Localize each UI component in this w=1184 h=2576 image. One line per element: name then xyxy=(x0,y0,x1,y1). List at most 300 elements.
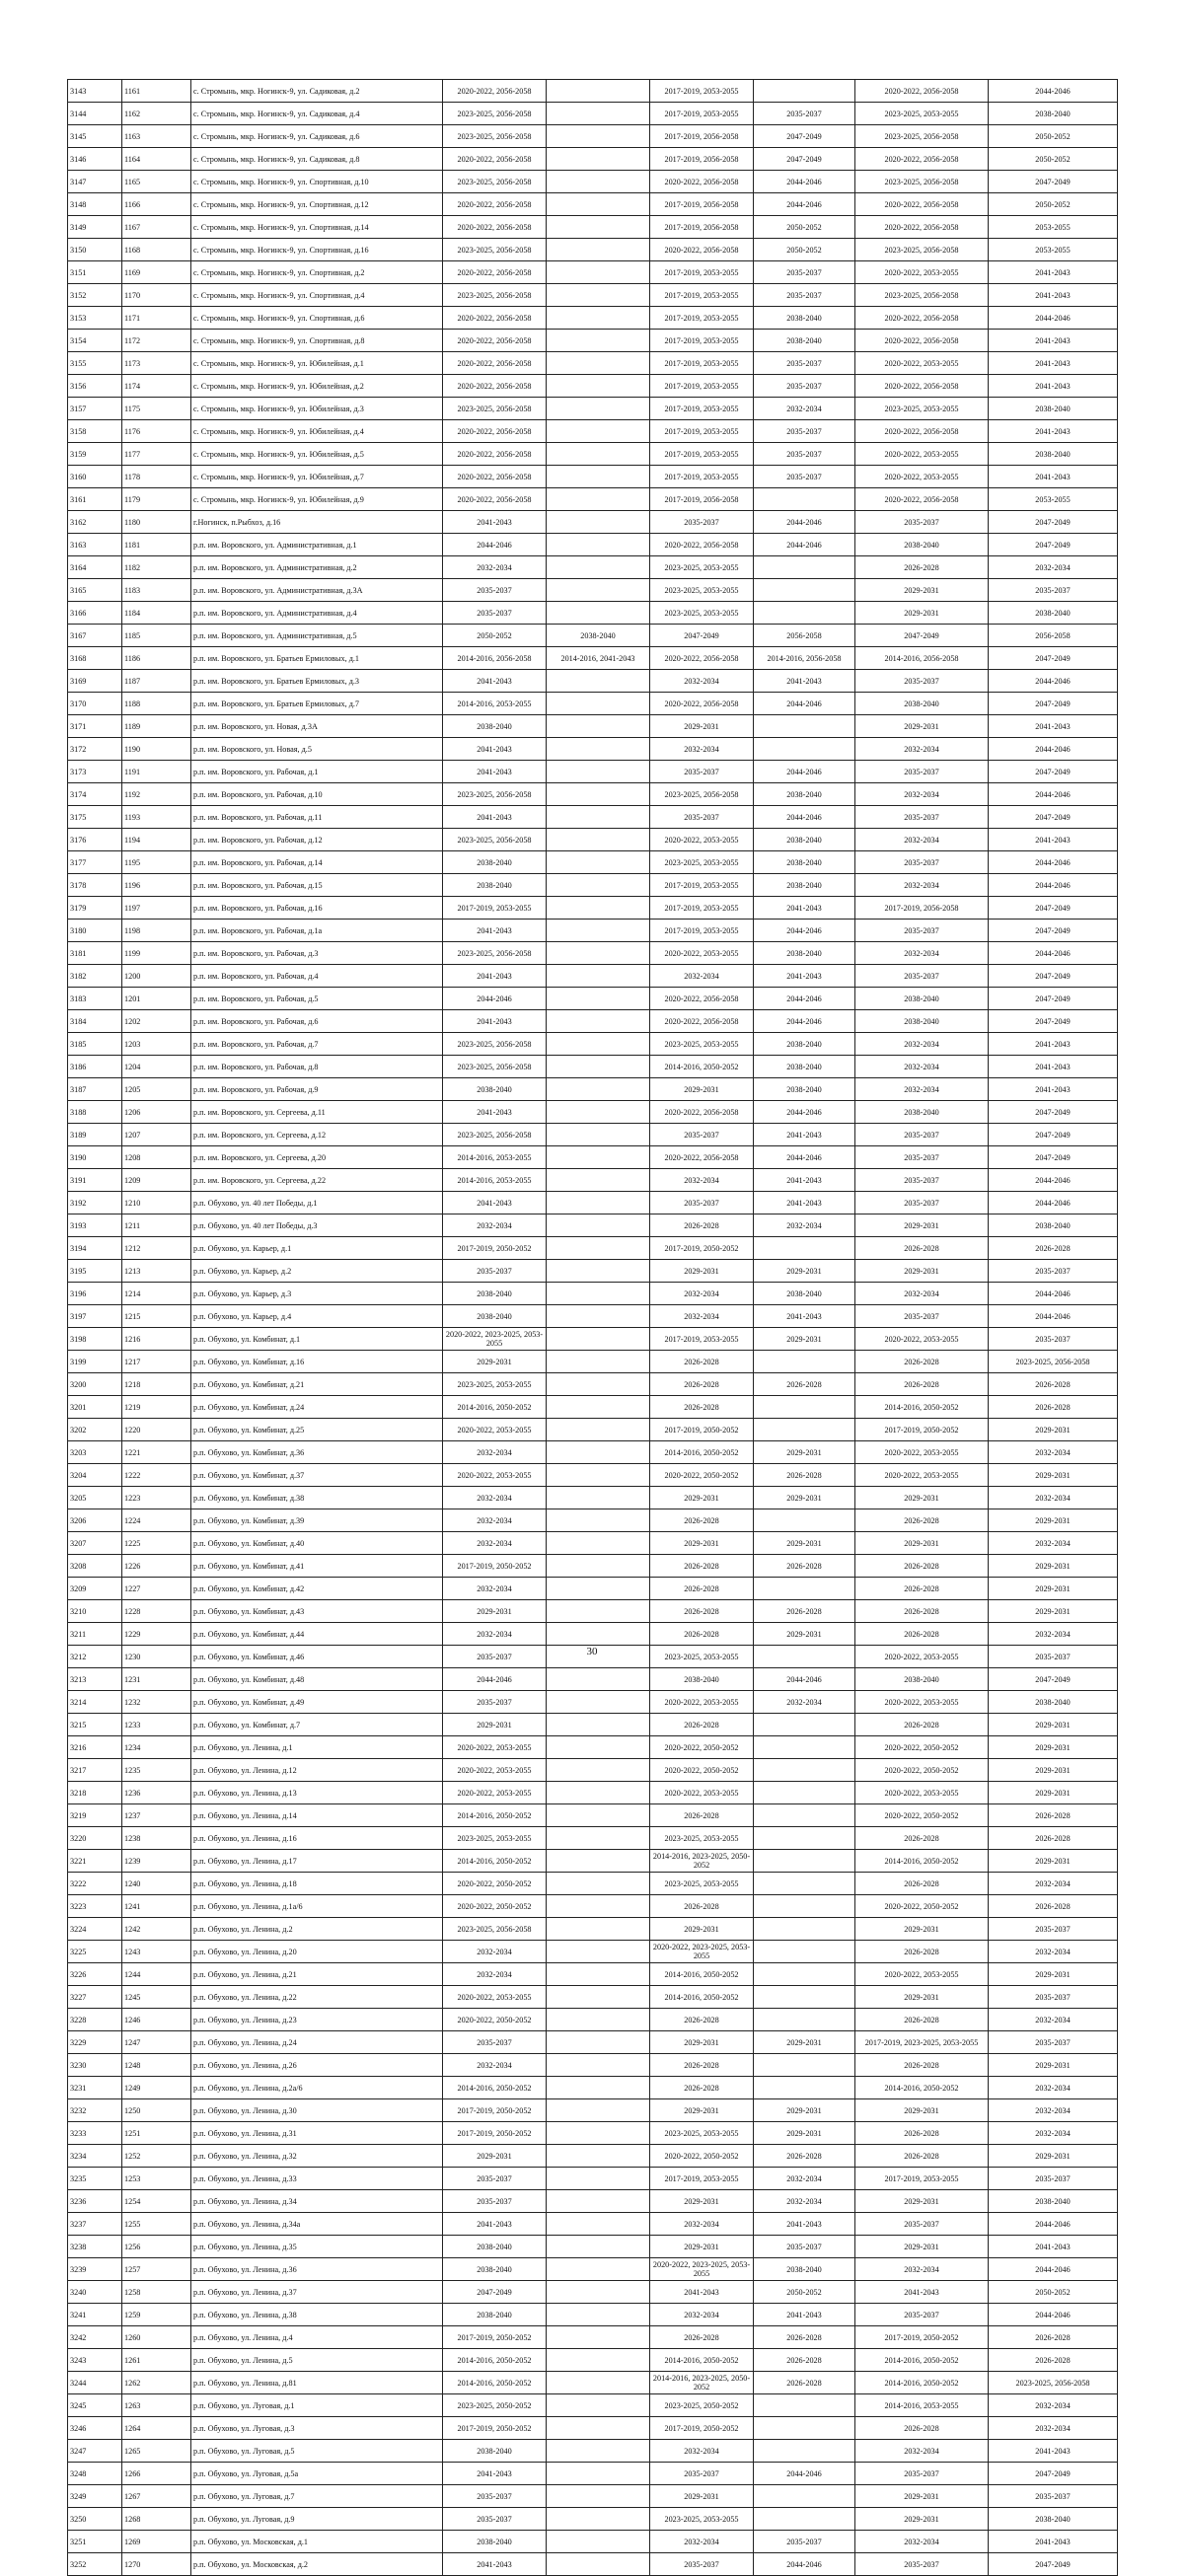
cell-period-f: 2038-2040 xyxy=(989,2508,1118,2531)
cell-address: с. Стромынь, мкр. Ногинск-9, ул. Спортивная, д.8 xyxy=(191,330,443,352)
cell-period-b xyxy=(547,1850,650,1873)
cell-period-a: 2035-2037 xyxy=(443,2031,547,2054)
cell-period-e: 2029-2031 xyxy=(855,2236,989,2258)
table-row xyxy=(68,511,1118,534)
cell-period-e: 2032-2034 xyxy=(855,1283,989,1305)
table-row xyxy=(68,556,1118,579)
cell-row-number: 3147 xyxy=(68,171,122,193)
cell-period-a: 2014-2016, 2053-2055 xyxy=(443,1169,547,1192)
cell-address: р.п. Обухово, ул. Комбинат, д.25 xyxy=(191,1419,443,1441)
table-row xyxy=(68,1918,1118,1941)
cell-period-b xyxy=(547,398,650,420)
cell-object-number: 1175 xyxy=(122,398,191,420)
cell-period-c: 2017-2019, 2053-2055 xyxy=(650,920,754,942)
cell-row-number: 3159 xyxy=(68,443,122,466)
table-row xyxy=(68,1214,1118,1237)
cell-period-e: 2035-2037 xyxy=(855,2213,989,2236)
cell-address: с. Стромынь, мкр. Ногинск-9, ул. Спортивная, д.6 xyxy=(191,307,443,330)
cell-row-number: 3175 xyxy=(68,806,122,829)
cell-object-number: 1180 xyxy=(122,511,191,534)
cell-period-a: 2023-2025, 2056-2058 xyxy=(443,103,547,125)
cell-row-number: 3248 xyxy=(68,2463,122,2485)
cell-period-a: 2014-2016, 2056-2058 xyxy=(443,647,547,670)
table-row xyxy=(68,193,1118,216)
cell-address: р.п. Обухово, ул. Ленина, д.4 xyxy=(191,2326,443,2349)
cell-address: р.п. им. Воровского, ул. Административная, д.5 xyxy=(191,625,443,647)
cell-period-f: 2026-2028 xyxy=(989,1237,1118,1260)
cell-period-b xyxy=(547,80,650,103)
table-row xyxy=(68,1237,1118,1260)
cell-row-number: 3205 xyxy=(68,1487,122,1509)
cell-period-f: 2047-2049 xyxy=(989,1101,1118,1124)
cell-period-e: 2038-2040 xyxy=(855,988,989,1010)
document-page xyxy=(67,79,1117,2576)
cell-object-number: 1251 xyxy=(122,2122,191,2145)
cell-period-e: 2035-2037 xyxy=(855,2553,989,2576)
cell-period-b xyxy=(547,1736,650,1759)
cell-object-number: 1204 xyxy=(122,1056,191,1078)
cell-period-e: 2020-2022, 2053-2055 xyxy=(855,1646,989,1668)
cell-period-f: 2047-2049 xyxy=(989,171,1118,193)
table-row xyxy=(68,806,1118,829)
cell-period-a: 2038-2040 xyxy=(443,2304,547,2326)
cell-row-number: 3145 xyxy=(68,125,122,148)
cell-period-d: 2035-2037 xyxy=(754,103,855,125)
cell-address: р.п. Обухово, ул. Ленина, д.24 xyxy=(191,2031,443,2054)
cell-row-number: 3195 xyxy=(68,1260,122,1283)
cell-address: р.п. Обухово, ул. Ленина, д.2а/6 xyxy=(191,2077,443,2099)
cell-period-c: 2032-2034 xyxy=(650,1305,754,1328)
cell-address: р.п. Обухово, ул. Ленина, д.37 xyxy=(191,2281,443,2304)
table-row xyxy=(68,2463,1118,2485)
cell-period-a: 2020-2022, 2056-2058 xyxy=(443,375,547,398)
cell-address: с. Стромынь, мкр. Ногинск-9, ул. Юбилейная, д.3 xyxy=(191,398,443,420)
cell-period-e: 2026-2028 xyxy=(855,1600,989,1623)
cell-period-b xyxy=(547,806,650,829)
cell-period-e: 2032-2034 xyxy=(855,1056,989,1078)
cell-period-d xyxy=(754,1509,855,1532)
cell-period-a: 2020-2022, 2056-2058 xyxy=(443,80,547,103)
cell-row-number: 3186 xyxy=(68,1056,122,1078)
cell-period-c: 2017-2019, 2053-2055 xyxy=(650,1328,754,1351)
cell-object-number: 1202 xyxy=(122,1010,191,1033)
cell-row-number: 3168 xyxy=(68,647,122,670)
cell-address: р.п. Обухово, ул. Комбинат, д.36 xyxy=(191,1441,443,1464)
cell-address: с. Стромынь, мкр. Ногинск-9, ул. Спортивная, д.10 xyxy=(191,171,443,193)
cell-period-a: 2017-2019, 2050-2052 xyxy=(443,2326,547,2349)
cell-address: р.п. им. Воровского, ул. Рабочая, д.14 xyxy=(191,851,443,874)
cell-period-a: 2023-2025, 2056-2058 xyxy=(443,829,547,851)
cell-address: г.Ногинск, п.Рыбхоз, д.16 xyxy=(191,511,443,534)
cell-row-number: 3227 xyxy=(68,1986,122,2009)
cell-row-number: 3188 xyxy=(68,1101,122,1124)
cell-row-number: 3167 xyxy=(68,625,122,647)
cell-period-b xyxy=(547,148,650,171)
cell-period-e: 2026-2028 xyxy=(855,2054,989,2077)
cell-address: р.п. Обухово, ул. Ленина, д.34а xyxy=(191,2213,443,2236)
table-row xyxy=(68,1850,1118,1873)
cell-row-number: 3213 xyxy=(68,1668,122,1691)
cell-address: р.п. Обухово, ул. Комбинат, д.39 xyxy=(191,1509,443,1532)
cell-period-c: 2017-2019, 2056-2058 xyxy=(650,125,754,148)
cell-period-f: 2047-2049 xyxy=(989,2463,1118,2485)
cell-period-c: 2020-2022, 2056-2058 xyxy=(650,1101,754,1124)
cell-period-e: 2032-2034 xyxy=(855,2258,989,2281)
cell-object-number: 1203 xyxy=(122,1033,191,1056)
cell-period-e: 2017-2019, 2050-2052 xyxy=(855,2326,989,2349)
cell-period-a: 2041-2043 xyxy=(443,806,547,829)
table-row xyxy=(68,965,1118,988)
cell-period-d: 2041-2043 xyxy=(754,2304,855,2326)
cell-object-number: 1166 xyxy=(122,193,191,216)
table-row xyxy=(68,2553,1118,2576)
cell-period-e: 2023-2025, 2053-2055 xyxy=(855,398,989,420)
cell-address: р.п. Обухово, ул. Ленина, д.26 xyxy=(191,2054,443,2077)
table-row xyxy=(68,1010,1118,1033)
cell-period-e: 2026-2028 xyxy=(855,1373,989,1396)
cell-period-a: 2035-2037 xyxy=(443,1260,547,1283)
cell-row-number: 3173 xyxy=(68,761,122,783)
cell-period-f: 2026-2028 xyxy=(989,2349,1118,2372)
cell-period-f: 2044-2046 xyxy=(989,2213,1118,2236)
cell-period-a: 2014-2016, 2053-2055 xyxy=(443,693,547,715)
cell-object-number: 1164 xyxy=(122,148,191,171)
cell-period-a: 2038-2040 xyxy=(443,1283,547,1305)
table-row xyxy=(68,307,1118,330)
cell-period-d: 2032-2034 xyxy=(754,1214,855,1237)
cell-period-f: 2035-2037 xyxy=(989,2485,1118,2508)
cell-period-f: 2026-2028 xyxy=(989,1804,1118,1827)
cell-period-d: 2038-2040 xyxy=(754,1033,855,1056)
cell-period-c: 2026-2028 xyxy=(650,1804,754,1827)
table-row xyxy=(68,2190,1118,2213)
cell-period-c: 2032-2034 xyxy=(650,2304,754,2326)
cell-period-b xyxy=(547,2009,650,2031)
cell-row-number: 3252 xyxy=(68,2553,122,2576)
cell-address: р.п. им. Воровского, ул. Рабочая, д.9 xyxy=(191,1078,443,1101)
cell-period-e: 2038-2040 xyxy=(855,1668,989,1691)
cell-period-d xyxy=(754,1736,855,1759)
cell-address: р.п. Обухово, ул. Московская, д.2 xyxy=(191,2553,443,2576)
cell-object-number: 1161 xyxy=(122,80,191,103)
cell-period-f: 2044-2046 xyxy=(989,738,1118,761)
cell-row-number: 3150 xyxy=(68,239,122,261)
cell-period-f: 2047-2049 xyxy=(989,534,1118,556)
cell-period-d xyxy=(754,1419,855,1441)
cell-period-a: 2023-2025, 2056-2058 xyxy=(443,1918,547,1941)
cell-object-number: 1216 xyxy=(122,1328,191,1351)
cell-object-number: 1171 xyxy=(122,307,191,330)
cell-period-e: 2014-2016, 2050-2052 xyxy=(855,1850,989,1873)
cell-object-number: 1199 xyxy=(122,942,191,965)
cell-period-a: 2032-2034 xyxy=(443,1532,547,1555)
cell-period-c: 2014-2016, 2050-2052 xyxy=(650,1056,754,1078)
cell-period-c: 2023-2025, 2053-2055 xyxy=(650,579,754,602)
cell-address: с. Стромынь, мкр. Ногинск-9, ул. Спортивная, д.4 xyxy=(191,284,443,307)
cell-period-b xyxy=(547,1986,650,2009)
cell-object-number: 1187 xyxy=(122,670,191,693)
cell-period-b xyxy=(547,2054,650,2077)
cell-period-a: 2020-2022, 2050-2052 xyxy=(443,2009,547,2031)
cell-period-b xyxy=(547,1509,650,1532)
cell-row-number: 3199 xyxy=(68,1351,122,1373)
cell-row-number: 3241 xyxy=(68,2304,122,2326)
cell-period-f: 2029-2031 xyxy=(989,2054,1118,2077)
cell-row-number: 3237 xyxy=(68,2213,122,2236)
cell-period-d: 2035-2037 xyxy=(754,284,855,307)
cell-row-number: 3225 xyxy=(68,1941,122,1963)
cell-period-f: 2029-2031 xyxy=(989,1464,1118,1487)
cell-period-a: 2041-2043 xyxy=(443,2213,547,2236)
cell-row-number: 3160 xyxy=(68,466,122,488)
table-row xyxy=(68,1351,1118,1373)
cell-period-d: 2044-2046 xyxy=(754,1668,855,1691)
cell-row-number: 3236 xyxy=(68,2190,122,2213)
cell-period-d: 2035-2037 xyxy=(754,352,855,375)
cell-period-d: 2038-2040 xyxy=(754,1283,855,1305)
table-row xyxy=(68,670,1118,693)
cell-period-d: 2044-2046 xyxy=(754,193,855,216)
cell-row-number: 3242 xyxy=(68,2326,122,2349)
cell-period-b xyxy=(547,1782,650,1804)
cell-period-a: 2020-2022, 2056-2058 xyxy=(443,307,547,330)
cell-period-e: 2020-2022, 2056-2058 xyxy=(855,216,989,239)
cell-row-number: 3176 xyxy=(68,829,122,851)
table-row xyxy=(68,1668,1118,1691)
cell-period-c: 2017-2019, 2053-2055 xyxy=(650,2168,754,2190)
cell-period-c: 2026-2028 xyxy=(650,1351,754,1373)
cell-address: р.п. им. Воровского, ул. Рабочая, д.16 xyxy=(191,897,443,920)
cell-row-number: 3172 xyxy=(68,738,122,761)
cell-period-f: 2041-2043 xyxy=(989,261,1118,284)
cell-period-b xyxy=(547,761,650,783)
table-row xyxy=(68,1283,1118,1305)
table-row xyxy=(68,1146,1118,1169)
cell-period-d: 2056-2058 xyxy=(754,625,855,647)
cell-period-a: 2020-2022, 2023-2025, 2053-2055 xyxy=(443,1328,547,1351)
cell-period-b xyxy=(547,307,650,330)
cell-period-e: 2026-2028 xyxy=(855,2417,989,2440)
cell-period-f: 2032-2034 xyxy=(989,1441,1118,1464)
cell-row-number: 3164 xyxy=(68,556,122,579)
cell-period-d xyxy=(754,1759,855,1782)
cell-address: р.п. Обухово, ул. Ленина, д.5 xyxy=(191,2349,443,2372)
cell-period-b xyxy=(547,1600,650,1623)
cell-period-b xyxy=(547,874,650,897)
cell-address: с. Стромынь, мкр. Ногинск-9, ул. Спортивная, д.2 xyxy=(191,261,443,284)
table-row xyxy=(68,1873,1118,1895)
cell-period-c: 2017-2019, 2050-2052 xyxy=(650,1419,754,1441)
table-row xyxy=(68,1396,1118,1419)
cell-period-e: 2020-2022, 2053-2055 xyxy=(855,1464,989,1487)
cell-address: р.п. Обухово, ул. Комбинат, д.21 xyxy=(191,1373,443,1396)
cell-period-c: 2023-2025, 2053-2055 xyxy=(650,1646,754,1668)
cell-period-e: 2020-2022, 2053-2055 xyxy=(855,261,989,284)
cell-period-b xyxy=(547,2417,650,2440)
cell-object-number: 1261 xyxy=(122,2349,191,2372)
cell-period-c: 2032-2034 xyxy=(650,1169,754,1192)
cell-period-a: 2020-2022, 2056-2058 xyxy=(443,330,547,352)
cell-period-f: 2038-2040 xyxy=(989,2190,1118,2213)
cell-row-number: 3206 xyxy=(68,1509,122,1532)
cell-period-e: 2038-2040 xyxy=(855,1010,989,1033)
cell-period-c: 2020-2022, 2056-2058 xyxy=(650,647,754,670)
cell-row-number: 3166 xyxy=(68,602,122,625)
cell-period-b xyxy=(547,511,650,534)
cell-period-c: 2029-2031 xyxy=(650,715,754,738)
cell-period-e: 2035-2037 xyxy=(855,806,989,829)
cell-period-e: 2026-2028 xyxy=(855,1873,989,1895)
cell-period-f: 2047-2049 xyxy=(989,761,1118,783)
cell-period-b xyxy=(547,2258,650,2281)
cell-object-number: 1218 xyxy=(122,1373,191,1396)
cell-period-e: 2035-2037 xyxy=(855,851,989,874)
cell-period-a: 2035-2037 xyxy=(443,1691,547,1714)
cell-row-number: 3251 xyxy=(68,2531,122,2553)
cell-period-f: 2026-2028 xyxy=(989,2326,1118,2349)
cell-period-a: 2020-2022, 2053-2055 xyxy=(443,1986,547,2009)
cell-row-number: 3185 xyxy=(68,1033,122,1056)
cell-period-b xyxy=(547,2394,650,2417)
cell-row-number: 3198 xyxy=(68,1328,122,1351)
cell-period-a: 2032-2034 xyxy=(443,1941,547,1963)
cell-object-number: 1235 xyxy=(122,1759,191,1782)
cell-address: р.п. им. Воровского, ул. Рабочая, д.5 xyxy=(191,988,443,1010)
cell-period-c: 2020-2022, 2023-2025, 2053-2055 xyxy=(650,2258,754,2281)
cell-period-b xyxy=(547,1895,650,1918)
cell-period-a: 2041-2043 xyxy=(443,920,547,942)
cell-period-f: 2035-2037 xyxy=(989,1328,1118,1351)
cell-period-d: 2041-2043 xyxy=(754,1124,855,1146)
cell-address: р.п. Обухово, ул. Комбинат, д.49 xyxy=(191,1691,443,1714)
table-row xyxy=(68,2304,1118,2326)
table-row xyxy=(68,216,1118,239)
cell-period-b xyxy=(547,2190,650,2213)
cell-period-b xyxy=(547,556,650,579)
cell-period-c: 2029-2031 xyxy=(650,1078,754,1101)
cell-period-c: 2026-2028 xyxy=(650,1623,754,1646)
cell-address: р.п. Обухово, ул. 40 лет Победы, д.3 xyxy=(191,1214,443,1237)
cell-row-number: 3170 xyxy=(68,693,122,715)
cell-period-c: 2047-2049 xyxy=(650,625,754,647)
cell-period-e: 2014-2016, 2050-2052 xyxy=(855,2349,989,2372)
table-row xyxy=(68,466,1118,488)
cell-period-a: 2038-2040 xyxy=(443,851,547,874)
table-row xyxy=(68,1509,1118,1532)
table-row xyxy=(68,80,1118,103)
cell-period-a: 2041-2043 xyxy=(443,965,547,988)
cell-period-f: 2053-2055 xyxy=(989,239,1118,261)
cell-period-b xyxy=(547,1532,650,1555)
cell-object-number: 1205 xyxy=(122,1078,191,1101)
cell-address: р.п. Обухово, ул. Комбинат, д.41 xyxy=(191,1555,443,1578)
cell-period-e: 2032-2034 xyxy=(855,2440,989,2463)
cell-period-c: 2029-2031 xyxy=(650,2190,754,2213)
cell-address: р.п. им. Воровского, ул. Рабочая, д.1а xyxy=(191,920,443,942)
cell-address: с. Стромынь, мкр. Ногинск-9, ул. Юбилейная, д.5 xyxy=(191,443,443,466)
cell-period-e: 2017-2019, 2053-2055 xyxy=(855,2168,989,2190)
cell-period-a: 2041-2043 xyxy=(443,2553,547,2576)
cell-row-number: 3203 xyxy=(68,1441,122,1464)
cell-period-c: 2026-2028 xyxy=(650,1714,754,1736)
cell-period-e: 2035-2037 xyxy=(855,670,989,693)
table-row xyxy=(68,1192,1118,1214)
cell-period-b xyxy=(547,1010,650,1033)
cell-period-d: 2044-2046 xyxy=(754,1101,855,1124)
cell-period-f: 2038-2040 xyxy=(989,1214,1118,1237)
cell-object-number: 1214 xyxy=(122,1283,191,1305)
table-row xyxy=(68,1373,1118,1396)
cell-row-number: 3214 xyxy=(68,1691,122,1714)
cell-row-number: 3245 xyxy=(68,2394,122,2417)
cell-period-c: 2023-2025, 2053-2055 xyxy=(650,1827,754,1850)
cell-period-e: 2029-2031 xyxy=(855,1260,989,1283)
cell-address: р.п. им. Воровского, ул. Сергеева, д.20 xyxy=(191,1146,443,1169)
cell-period-e: 2020-2022, 2056-2058 xyxy=(855,488,989,511)
cell-object-number: 1163 xyxy=(122,125,191,148)
cell-period-a: 2023-2025, 2056-2058 xyxy=(443,239,547,261)
cell-period-e: 2020-2022, 2053-2055 xyxy=(855,1328,989,1351)
cell-object-number: 1219 xyxy=(122,1396,191,1419)
cell-period-e: 2026-2028 xyxy=(855,1623,989,1646)
cell-period-c: 2017-2019, 2053-2055 xyxy=(650,284,754,307)
cell-period-a: 2050-2052 xyxy=(443,625,547,647)
cell-period-e: 2032-2034 xyxy=(855,942,989,965)
cell-period-e: 2020-2022, 2056-2058 xyxy=(855,420,989,443)
table-row xyxy=(68,761,1118,783)
cell-period-c: 2020-2022, 2053-2055 xyxy=(650,829,754,851)
cell-row-number: 3149 xyxy=(68,216,122,239)
cell-row-number: 3169 xyxy=(68,670,122,693)
table-row xyxy=(68,1328,1118,1351)
cell-period-e: 2038-2040 xyxy=(855,534,989,556)
cell-object-number: 1190 xyxy=(122,738,191,761)
cell-period-f: 2026-2028 xyxy=(989,1373,1118,1396)
cell-period-c: 2023-2025, 2053-2055 xyxy=(650,556,754,579)
cell-period-f: 2053-2055 xyxy=(989,488,1118,511)
cell-address: р.п. Обухово, ул. Ленина, д.23 xyxy=(191,2009,443,2031)
cell-period-e: 2026-2028 xyxy=(855,1714,989,1736)
cell-row-number: 3230 xyxy=(68,2054,122,2077)
cell-period-a: 2023-2025, 2056-2058 xyxy=(443,783,547,806)
table-row xyxy=(68,1827,1118,1850)
cell-address: р.п. им. Воровского, ул. Рабочая, д.12 xyxy=(191,829,443,851)
cell-period-c: 2035-2037 xyxy=(650,1192,754,1214)
cell-object-number: 1230 xyxy=(122,1646,191,1668)
cell-period-f: 2038-2040 xyxy=(989,443,1118,466)
cell-period-f: 2035-2037 xyxy=(989,579,1118,602)
cell-object-number: 1259 xyxy=(122,2304,191,2326)
cell-period-e: 2029-2031 xyxy=(855,1487,989,1509)
cell-period-f: 2032-2034 xyxy=(989,1487,1118,1509)
cell-period-c: 2023-2025, 2053-2055 xyxy=(650,1873,754,1895)
cell-row-number: 3192 xyxy=(68,1192,122,1214)
cell-row-number: 3232 xyxy=(68,2099,122,2122)
cell-row-number: 3249 xyxy=(68,2485,122,2508)
cell-period-a: 2020-2022, 2056-2058 xyxy=(443,420,547,443)
cell-period-b xyxy=(547,420,650,443)
cell-period-e: 2035-2037 xyxy=(855,2463,989,2485)
cell-period-a: 2038-2040 xyxy=(443,874,547,897)
cell-period-d: 2041-2043 xyxy=(754,2213,855,2236)
cell-period-d xyxy=(754,2077,855,2099)
cell-period-b xyxy=(547,2236,650,2258)
cell-address: р.п. им. Воровского, ул. Новая, д.5 xyxy=(191,738,443,761)
cell-period-c: 2026-2028 xyxy=(650,1555,754,1578)
cell-period-c: 2035-2037 xyxy=(650,2553,754,2576)
cell-period-d: 2032-2034 xyxy=(754,1691,855,1714)
cell-period-b xyxy=(547,2553,650,2576)
